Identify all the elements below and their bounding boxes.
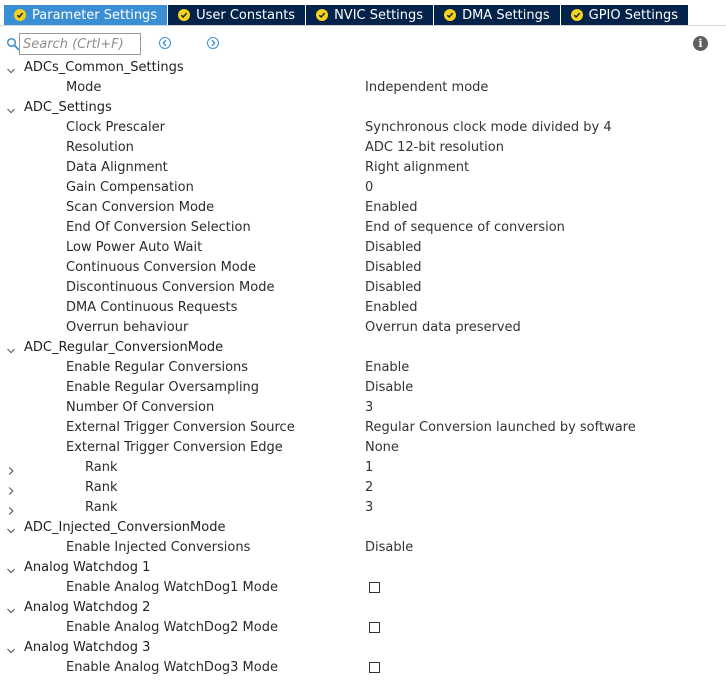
param-value[interactable]: 0 bbox=[365, 180, 374, 195]
checkbox-enable-analog-watchdog1-mode[interactable] bbox=[369, 582, 380, 593]
param-label: Continuous Conversion Mode bbox=[66, 260, 256, 275]
search-icon bbox=[6, 37, 20, 51]
param-label: Discontinuous Conversion Mode bbox=[66, 280, 275, 295]
param-value[interactable]: ADC 12-bit resolution bbox=[365, 140, 504, 155]
group-adc-injected-conversionmode[interactable] bbox=[0, 518, 726, 538]
param-row-resolution[interactable] bbox=[0, 138, 726, 158]
tab-dma-settings[interactable] bbox=[434, 5, 561, 25]
param-label: Clock Prescaler bbox=[66, 120, 165, 135]
param-row-rank-3[interactable] bbox=[0, 498, 726, 518]
tab-label: NVIC Settings bbox=[334, 7, 424, 23]
param-label: Rank bbox=[85, 500, 118, 515]
chevron-down-icon[interactable] bbox=[6, 343, 16, 353]
checkbox-enable-analog-watchdog2-mode[interactable] bbox=[369, 622, 380, 633]
param-label: Data Alignment bbox=[66, 160, 168, 175]
param-value[interactable]: 3 bbox=[365, 400, 374, 415]
param-row-enable-injected-conversions[interactable] bbox=[0, 538, 726, 558]
group-label: ADC_Settings bbox=[24, 100, 112, 115]
param-label: Enable Analog WatchDog2 Mode bbox=[66, 620, 278, 635]
parameter-tree bbox=[0, 58, 726, 678]
param-value[interactable]: Disable bbox=[365, 380, 414, 395]
param-row-end-of-conversion-selection[interactable] bbox=[0, 218, 726, 238]
param-label: Number Of Conversion bbox=[66, 400, 215, 415]
param-label: Rank bbox=[85, 480, 118, 495]
group-label: Analog Watchdog 3 bbox=[24, 640, 151, 655]
group-adcs-common-settings[interactable] bbox=[0, 58, 726, 78]
param-label: Gain Compensation bbox=[66, 180, 194, 195]
param-label: Scan Conversion Mode bbox=[66, 200, 215, 215]
param-row-enable-analog-watchdog3-mode[interactable] bbox=[0, 658, 726, 678]
tab-label: Parameter Settings bbox=[32, 7, 158, 23]
param-value[interactable]: None bbox=[365, 440, 399, 455]
param-value[interactable]: Disabled bbox=[365, 260, 422, 275]
param-row-number-of-conversion[interactable] bbox=[0, 398, 726, 418]
param-value[interactable]: Regular Conversion launched by software bbox=[365, 420, 636, 435]
param-label: Resolution bbox=[66, 140, 134, 155]
param-row-mode[interactable] bbox=[0, 78, 726, 98]
param-row-enable-regular-oversampling[interactable] bbox=[0, 378, 726, 398]
param-label: End Of Conversion Selection bbox=[66, 220, 251, 235]
param-label: Enable Regular Oversampling bbox=[66, 380, 260, 395]
group-analog-watchdog-2[interactable] bbox=[0, 598, 726, 618]
param-label: External Trigger Conversion Edge bbox=[66, 440, 283, 455]
group-label: ADC_Regular_ConversionMode bbox=[24, 340, 224, 355]
next-match-button[interactable] bbox=[207, 37, 219, 49]
param-row-enable-analog-watchdog1-mode[interactable] bbox=[0, 578, 726, 598]
param-row-external-trigger-conversion-edge[interactable] bbox=[0, 438, 726, 458]
info-icon[interactable]: i bbox=[693, 36, 708, 51]
param-value[interactable]: 1 bbox=[365, 460, 374, 475]
param-row-low-power-auto-wait[interactable] bbox=[0, 238, 726, 258]
group-label: ADCs_Common_Settings bbox=[24, 60, 184, 75]
param-value[interactable]: Enabled bbox=[365, 200, 418, 215]
param-label: Mode bbox=[66, 80, 102, 95]
check-circle-icon bbox=[14, 9, 26, 21]
previous-match-button[interactable] bbox=[159, 37, 171, 49]
group-label: Analog Watchdog 2 bbox=[24, 600, 151, 615]
chevron-right-icon[interactable] bbox=[6, 483, 16, 493]
group-adc-settings[interactable] bbox=[0, 98, 726, 118]
param-row-data-alignment[interactable] bbox=[0, 158, 726, 178]
param-label: Overrun behaviour bbox=[66, 320, 189, 335]
param-value[interactable]: Right alignment bbox=[365, 160, 470, 175]
tab-bar bbox=[0, 0, 726, 26]
param-row-continuous-conversion-mode[interactable] bbox=[0, 258, 726, 278]
search-toolbar bbox=[0, 33, 726, 55]
param-row-enable-regular-conversions[interactable] bbox=[0, 358, 726, 378]
chevron-down-icon[interactable] bbox=[6, 563, 16, 573]
chevron-down-icon[interactable] bbox=[6, 103, 16, 113]
param-value[interactable]: 2 bbox=[365, 480, 374, 495]
param-row-external-trigger-conversion-source[interactable] bbox=[0, 418, 726, 438]
tab-parameter-settings[interactable] bbox=[4, 5, 168, 25]
param-value[interactable]: Synchronous clock mode divided by 4 bbox=[365, 120, 612, 135]
chevron-right-icon[interactable] bbox=[6, 463, 16, 473]
param-row-rank-1[interactable] bbox=[0, 458, 726, 478]
chevron-down-icon[interactable] bbox=[6, 603, 16, 613]
param-value[interactable]: End of sequence of conversion bbox=[365, 220, 565, 235]
chevron-down-icon[interactable] bbox=[6, 643, 16, 653]
checkbox-enable-analog-watchdog3-mode[interactable] bbox=[369, 662, 380, 673]
param-value[interactable]: Enable bbox=[365, 360, 410, 375]
param-value[interactable]: Disabled bbox=[365, 240, 422, 255]
tab-gpio-settings[interactable] bbox=[561, 5, 689, 25]
param-row-clock-prescaler[interactable] bbox=[0, 118, 726, 138]
param-value[interactable]: Disable bbox=[365, 540, 414, 555]
tab-label: User Constants bbox=[196, 7, 296, 23]
chevron-left-icon bbox=[161, 39, 169, 47]
param-row-gain-compensation[interactable] bbox=[0, 178, 726, 198]
param-row-dma-continuous-requests[interactable] bbox=[0, 298, 726, 318]
param-label: External Trigger Conversion Source bbox=[66, 420, 295, 435]
check-circle-icon bbox=[316, 9, 328, 21]
param-label: Enable Analog WatchDog1 Mode bbox=[66, 580, 278, 595]
param-value[interactable]: Overrun data preserved bbox=[365, 320, 521, 335]
group-adc-regular-conversionmode[interactable] bbox=[0, 338, 726, 358]
param-row-overrun-behaviour[interactable] bbox=[0, 318, 726, 338]
param-value[interactable]: Enabled bbox=[365, 300, 418, 315]
tab-list bbox=[4, 5, 689, 25]
group-label: Analog Watchdog 1 bbox=[24, 560, 151, 575]
chevron-down-icon[interactable] bbox=[6, 63, 16, 73]
check-circle-icon bbox=[444, 9, 456, 21]
tab-user-constants[interactable] bbox=[168, 5, 306, 25]
tab-nvic-settings[interactable] bbox=[306, 5, 434, 25]
param-value[interactable]: Independent mode bbox=[365, 80, 489, 95]
param-value[interactable]: 3 bbox=[365, 500, 374, 515]
param-label: Enable Injected Conversions bbox=[66, 540, 251, 555]
group-analog-watchdog-1[interactable] bbox=[0, 558, 726, 578]
param-label: Low Power Auto Wait bbox=[66, 240, 203, 255]
tab-label: GPIO Settings bbox=[588, 7, 679, 23]
tab-label: DMA Settings bbox=[462, 7, 550, 23]
chevron-right-icon[interactable] bbox=[6, 503, 16, 513]
chevron-down-icon[interactable] bbox=[6, 523, 16, 533]
check-circle-icon bbox=[178, 9, 190, 21]
param-row-enable-analog-watchdog2-mode[interactable] bbox=[0, 618, 726, 638]
group-analog-watchdog-3[interactable] bbox=[0, 638, 726, 658]
search-input[interactable] bbox=[19, 33, 141, 55]
chevron-right-icon bbox=[209, 39, 217, 47]
group-label: ADC_Injected_ConversionMode bbox=[24, 520, 226, 535]
param-label: Enable Regular Conversions bbox=[66, 360, 249, 375]
param-label: Rank bbox=[85, 460, 118, 475]
param-label: DMA Continuous Requests bbox=[66, 300, 238, 315]
check-circle-icon bbox=[571, 9, 583, 21]
param-label: Enable Analog WatchDog3 Mode bbox=[66, 660, 278, 675]
param-row-rank-2[interactable] bbox=[0, 478, 726, 498]
param-value[interactable]: Disabled bbox=[365, 280, 422, 295]
param-row-discontinuous-conversion-mode[interactable] bbox=[0, 278, 726, 298]
param-row-scan-conversion-mode[interactable] bbox=[0, 198, 726, 218]
